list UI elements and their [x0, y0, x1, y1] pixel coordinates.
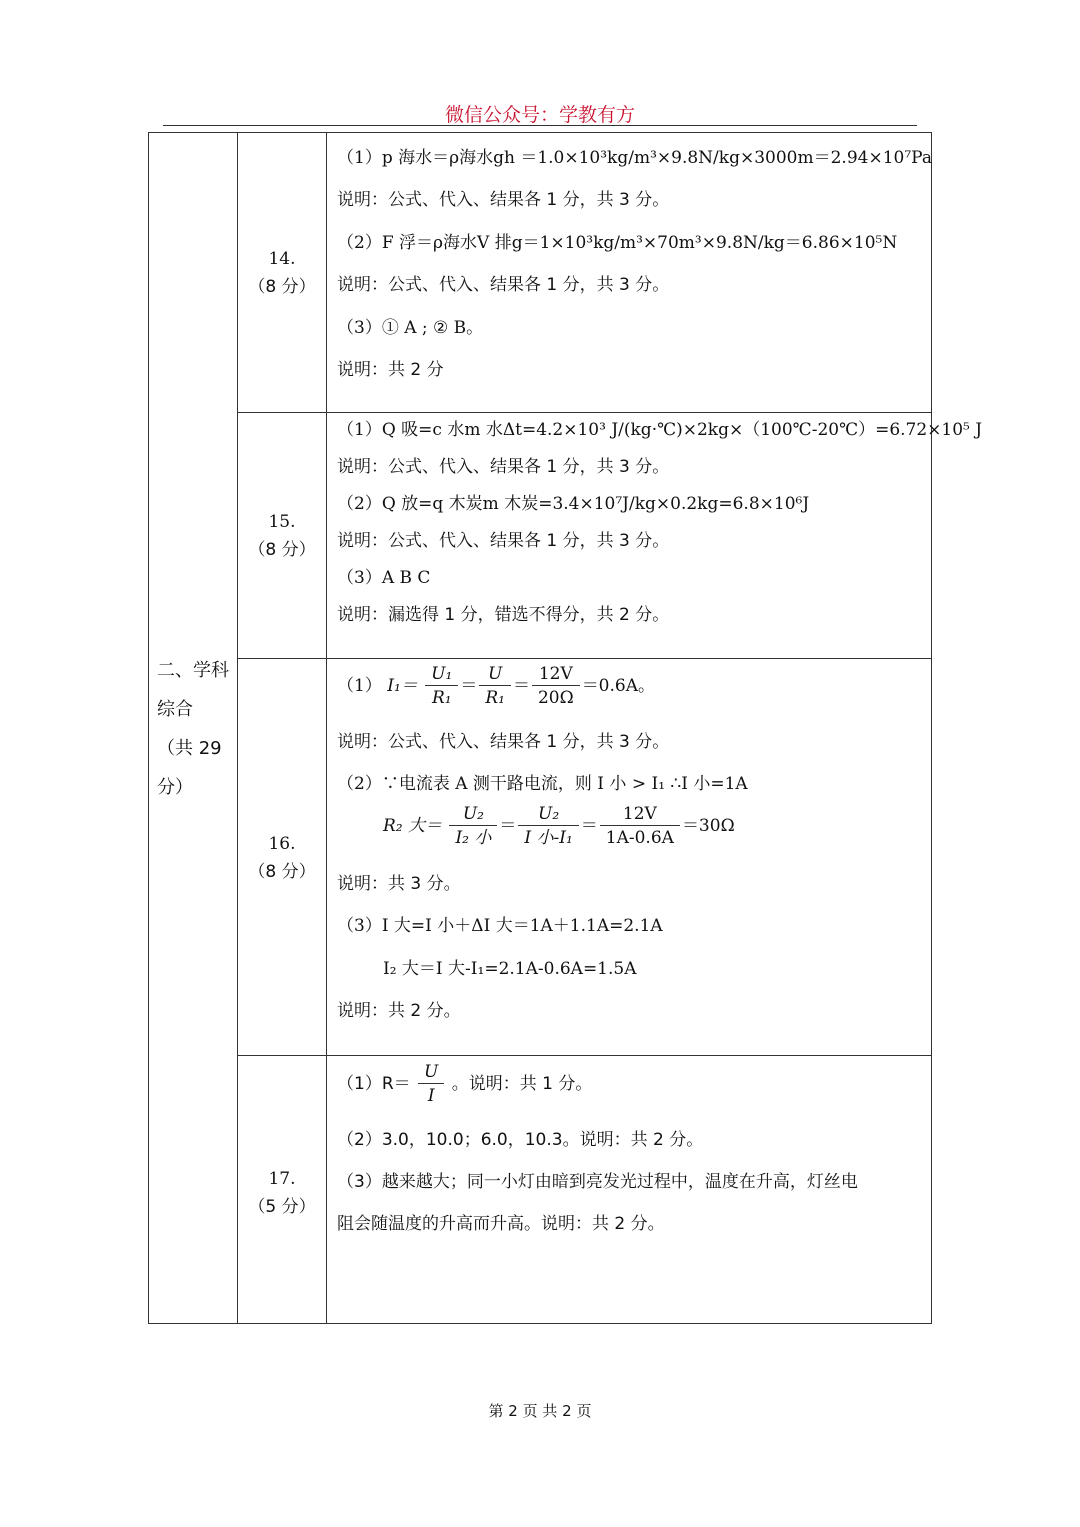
answer-line: I₂ 大＝I 大-I₁=2.1A-0.6A=1.5A	[383, 959, 637, 979]
scoring-note: 说明：公式、代入、结果各 1 分，共 3 分。	[337, 190, 670, 210]
question-number-17: 17. （5 分）	[248, 1169, 316, 1217]
row-divider	[237, 658, 931, 659]
answer-line: （2）Q 放=q 木炭m 木炭=3.4×10⁷J/kg×0.2kg=6.8×10⁶J	[337, 494, 810, 514]
answer-line: （3）① A ; ② B。	[337, 318, 484, 338]
fraction: $\frac{U}{I}$	[418, 1061, 444, 1108]
section-label: 二、学科 综合 （共 29 分）	[157, 660, 229, 798]
fraction: $\frac{\text{U₁}}{\text{R₁}}$	[425, 663, 458, 710]
row-divider	[237, 412, 931, 413]
formula-line: （1） I₁＝ $\frac{\text{U₁}}{\text{R₁}}$ ＝ $\frac{U}{\text{R₁}}$ ＝ $\frac{12V}{20\Omega}$ ＝0.6A。	[337, 664, 655, 708]
scoring-note: 说明：公式、代入、结果各 1 分，共 3 分。	[337, 457, 670, 477]
scoring-note: 说明：共 2 分。	[337, 1001, 461, 1021]
formula-line: R₂ 大＝ $\frac{\text{U₂}}{\text{I₂ 小}}$ ＝ $\frac{\text{U₂}}{\text{I 小-I₁}}$ ＝ $\frac{12V}{1A-0.6A}$ ＝30Ω	[383, 804, 735, 848]
answer-line: （3）I 大=I 小＋ΔI 大＝1A＋1.1A=2.1A	[337, 916, 663, 936]
scoring-note: 说明：共 3 分。	[337, 874, 461, 894]
answer-line: 阻会随温度的升高而升高。说明：共 2 分。	[337, 1214, 665, 1234]
formula-line: （1）R＝ $\frac{U}{I}$ 。说明：共 1 分。	[337, 1062, 593, 1106]
fraction: $\frac{U}{\text{R₁}}$	[479, 663, 511, 710]
document-header: 微信公众号：学教有方	[444, 104, 635, 126]
fraction: $\frac{\text{U₂}}{\text{I 小-I₁}}$	[518, 803, 578, 850]
fraction: $\frac{12V}{1A-0.6A}$	[600, 803, 680, 850]
answer-line: （2）∵电流表 A 测干路电流，则 I 小 > I₁ ∴I 小=1A	[337, 774, 748, 794]
header-rule	[163, 125, 917, 126]
answer-line: （1）p 海水＝ρ海水gh ＝1.0×10³kg/m³×9.8N/kg×3000m＝2.94×10⁷Pa	[337, 148, 932, 168]
question-number-16: 16. （8 分）	[248, 834, 316, 882]
scoring-note: 说明：公式、代入、结果各 1 分，共 3 分。	[337, 275, 670, 295]
fraction: $\frac{12V}{20\Omega}$	[532, 663, 580, 710]
answer-line: （2）3.0，10.0；6.0，10.3。说明：共 2 分。	[337, 1130, 704, 1150]
answer-table	[148, 132, 983, 1324]
question-number-14: 14. （8 分）	[248, 249, 316, 297]
question-number-15: 15. （8 分）	[248, 512, 316, 560]
column-divider	[237, 133, 238, 1323]
row-divider	[237, 1055, 931, 1056]
answer-line: （3）越来越大；同一小灯由暗到亮发光过程中，温度在升高，灯丝电	[337, 1172, 858, 1192]
page-footer: 第 2 页 共 2 页	[488, 1402, 592, 1420]
answer-line: （1）Q 吸=c 水m 水Δt=4.2×10³ J/(kg·℃)×2kg×（100℃-20℃）=6.72×10⁵ J	[337, 420, 983, 440]
answer-line: （2）F 浮＝ρ海水V 排g＝1×10³kg/m³×70m³×9.8N/kg＝6.86×10⁵N	[337, 233, 898, 253]
fraction: $\frac{\text{U₂}}{\text{I₂ 小}}$	[449, 803, 497, 850]
scoring-note: 说明：漏选得 1 分，错选不得分，共 2 分。	[337, 605, 670, 625]
column-divider	[326, 133, 327, 1323]
answer-line: （3）A B C	[337, 568, 431, 588]
scoring-note: 说明：共 2 分	[337, 360, 444, 380]
scoring-note: 说明：公式、代入、结果各 1 分，共 3 分。	[337, 732, 670, 752]
scoring-note: 说明：公式、代入、结果各 1 分，共 3 分。	[337, 531, 670, 551]
